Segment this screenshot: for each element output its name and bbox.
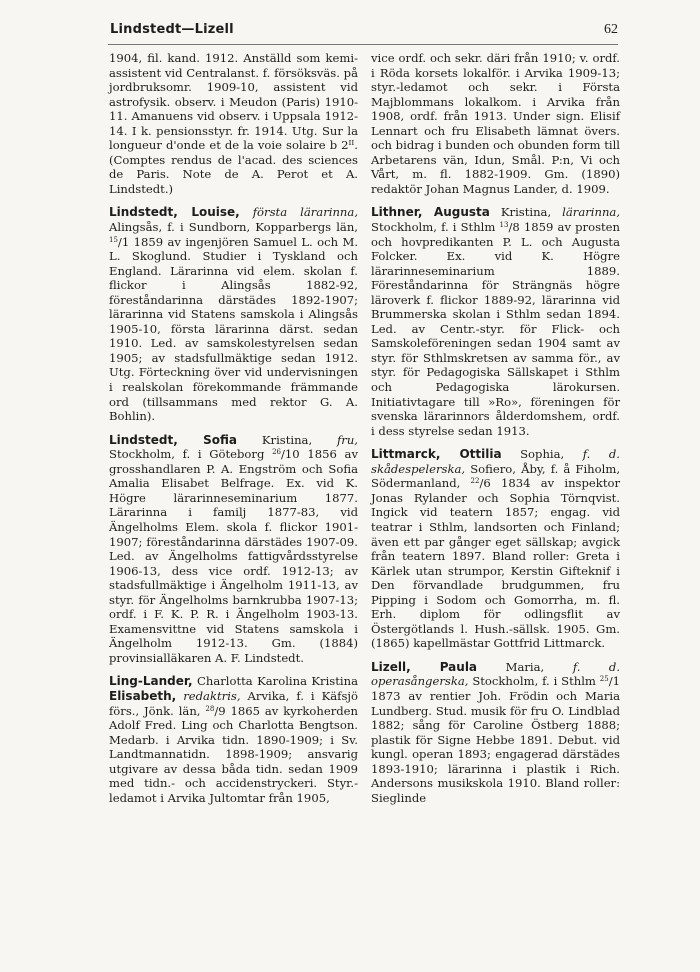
birth-month: /1 — [608, 674, 621, 689]
entry-text: 1865 av kyrkoherden Adolf Fred. Ling och Charlotta Bengtson. Medarb. i Arvika tidn. 1890-1909; i Sv. Landtmannatidn. 1898-1909; ansvarig utgivare av dessa båda tidn. sedan 1909 med tidn.- och accidenstryckeri. Styr.-ledamot i Arvika Jultomtar från 1905, — [109, 703, 358, 805]
entry-occupation: f. d. operasångerska, — [371, 659, 621, 689]
entry-text: Arvika, f. i Käfsjö förs., Jönk. län, — [109, 688, 358, 718]
entry-littmarck — [371, 447, 620, 651]
entry-occupation: första lärarinna, — [252, 205, 358, 220]
continued-entry-text: vice ordf. och sekr. däri från 1910; v. ordf. i Röda korsets lokalför. i Arvika 1909-13; styr.-ledamot och sekr. i Första Majblommans lokalkom. i Arvika från 1908, ordf. från 1913. Under sign. Elisif Lennart och fru Elisabeth lämnat övers. och bidrag i bunden och obunden form till Arbetarens vän, Idun, Smål. P:n, Vi och Vårt, m. fl. 1882-1909. Gm. (1890) redaktör Johan Magnus Lander, d. 1909. — [371, 51, 620, 196]
entry-text: Sofiero, Åby, f. å Fiholm, Södermanland, — [371, 461, 621, 491]
page-header — [110, 22, 618, 42]
entry-text: Stockholm, f. i Sthlm — [472, 674, 596, 689]
entry-ling-lander — [109, 674, 358, 805]
entry-lizell — [371, 660, 620, 805]
header-rule — [108, 44, 618, 45]
entry-name-secondary: Elisabeth, — [109, 688, 177, 703]
entry-name: Littmarck, Ottilia — [371, 447, 502, 462]
continued-entry-text: 1904, fil. kand. 1912. Anställd som kemi-assistent vid Centralanst. f. försöksväs. på jordbruksomr. 1909-10, assistent vid astrofysik. observ. i Meudon (Paris) 1910-11. Amanuens vid observ. i Uppsala 1912-14. I k. pensionsstyr. fr. 1914. Utg. Sur la longueur d'onde et de la voie solaire b 2ᴵᴵ. (Comptes rendus de l'acad. des sciences de Paris. Note de A. Perot et A. Lindstedt.) — [109, 51, 358, 196]
birth-day: 26 — [272, 448, 281, 457]
entry-lindstedt-louise — [109, 205, 358, 423]
entry-name: Lizell, Paula — [371, 659, 478, 674]
entry-occupation: redaktris, — [183, 688, 241, 703]
entry-occupation: fru, — [337, 432, 358, 447]
birth-day: 22 — [470, 477, 480, 486]
birth-month: /6 — [479, 476, 491, 491]
entry-occupation: f. d. skådespelerska, — [371, 447, 620, 476]
birth-day: 25 — [599, 675, 609, 684]
birth-day: 28 — [205, 704, 215, 713]
entry-name: Lindstedt, Sofia — [109, 432, 238, 447]
entry-text: Stockholm, f. i Sthlm — [371, 220, 496, 235]
birth-day: 13 — [499, 221, 509, 230]
entry-text: 1873 av rentier Joh. Frödin och Maria Lundberg. Stud. musik för fru O. Lindblad 1882; sång för Caroline Östberg 1888; plastik för Signe Hebbe 1891. Debut. vid kungl. operan 1893; engagerad därstädes 1893-1910; lärarinna i plastik i Rich. Andersons musikskola 1910. Bland roller: Sieglinde — [371, 688, 620, 805]
birth-month: /10 — [281, 447, 300, 462]
entry-text: 1834 av inspektor Jonas Rylander och Sophia Törnqvist. Ingick vid teatern 1857; engag. vid teatrar i Sthlm, landsorten och Finland; även ett par gånger eget sällskap; avgick från teatern 1897. Bland roller: Greta i Kärlek utan strumpor, Kerstin Gifteknif i Den förvandlade brudgummen, fru Pipping i Sodom och Gomorrha, m. fl. Erh. diplom för odlingsflit av Östergötlands l. Hush.-sällsk. 1905. Gm. (1865) kapellmästar Gottfrid Littmarck. — [371, 476, 620, 651]
entry-given-names: Kristina, — [500, 205, 552, 220]
page-number: 62 — [604, 22, 618, 37]
entry-given-names: Charlotta Karolina Kristina — [197, 674, 358, 689]
entry-given-names: Sophia, — [520, 447, 565, 462]
birth-month: /9 — [214, 703, 226, 718]
birth-month: /1 — [117, 234, 130, 249]
entry-given-names: Maria, — [505, 659, 545, 674]
entry-occupation: lärarinna, — [562, 205, 621, 220]
entry-text: 1859 av ingenjören Samuel L. och M. L. Skoglund. Studier i Tyskland och England. Lärarinna vid elem. skolan f. flickor i Alingsås 1882-92, föreståndarinna därstädes 1892-1907; lärarinna vid Statens samskola i Alingsås 1905-10, första lärarinna därst. sedan 1910. Led. av samskolestyrelsen sedan 1905; av stadsfullmäktige sedan 1912. Utg. Förteckning över vid undervisningen i realskolan förekommande främmande ord (tillsammans med rektor G. A. Bohlin). — [109, 234, 359, 424]
entry-text: 1859 av prosten och hovpredikanten P. L. och Augusta Folcker. Ex. vid K. Högre lärarinneseminarium 1889. Föreståndarinna för Strängnäs högre läroverk f. flickor 1889-92, lärarinna vid Brummerska skolan i Sthlm sedan 1894. Led. av Centr.-styr. för Flick- och Samskoleföreningen sedan 1904 samt av styr. för Sthlmskretsen av samma för., av styr. för Pedagogiska Sällskapet i Sthlm och Pedagogiska lärokursen. Initiativtagare till »Ro», föreningen för svenska lärarinnors ålderdomshem, ordf. i dess styrelse sedan 1913. — [371, 220, 621, 438]
running-title: Lindstedt—Lizell — [110, 22, 234, 37]
birth-day: 15 — [109, 235, 118, 244]
entry-name: Lindstedt, Louise, — [109, 205, 240, 220]
entry-lindstedt-sofia — [109, 433, 358, 666]
right-column — [371, 51, 620, 805]
entry-text: Stockholm, f. i Göteborg — [109, 447, 265, 462]
entry-lithner — [371, 205, 620, 438]
entry-text: Alingsås, f. i Sundborn, Kopparbergs län, — [109, 220, 358, 235]
birth-month: /8 — [508, 220, 520, 235]
entry-text: 1856 av grosshandlaren P. A. Engström och Sofia Amalia Elisabet Belfrage. Ex. vid K. Högre lärarinneseminarium 1877. Lärarinna i familj 1877-83, vid Ängelholms Elem. skola f. flickor 1901-1907; föreståndarinna därstädes 1907-09. Led. av Ängelholms fattigvårdsstyrelse 1906-13, dess vice ordf. 1912-13; av stadsfullmäktige i Ängelholm 1911-13, av styr. för Ängelholms barnkrubba 1907-13; ordf. i F. K. P. R. i Ängelholm 1903-13. Examensvittne vid Statens samskola i Ängelholm 1912-13. Gm. (1884) provinsialläkaren A. F. Lindstedt. — [109, 447, 359, 665]
entry-name: Lithner, Augusta — [371, 205, 490, 220]
entry-given-names: Kristina, — [261, 432, 313, 447]
entry-name: Ling-Lander, — [109, 674, 193, 689]
left-column — [109, 51, 358, 805]
